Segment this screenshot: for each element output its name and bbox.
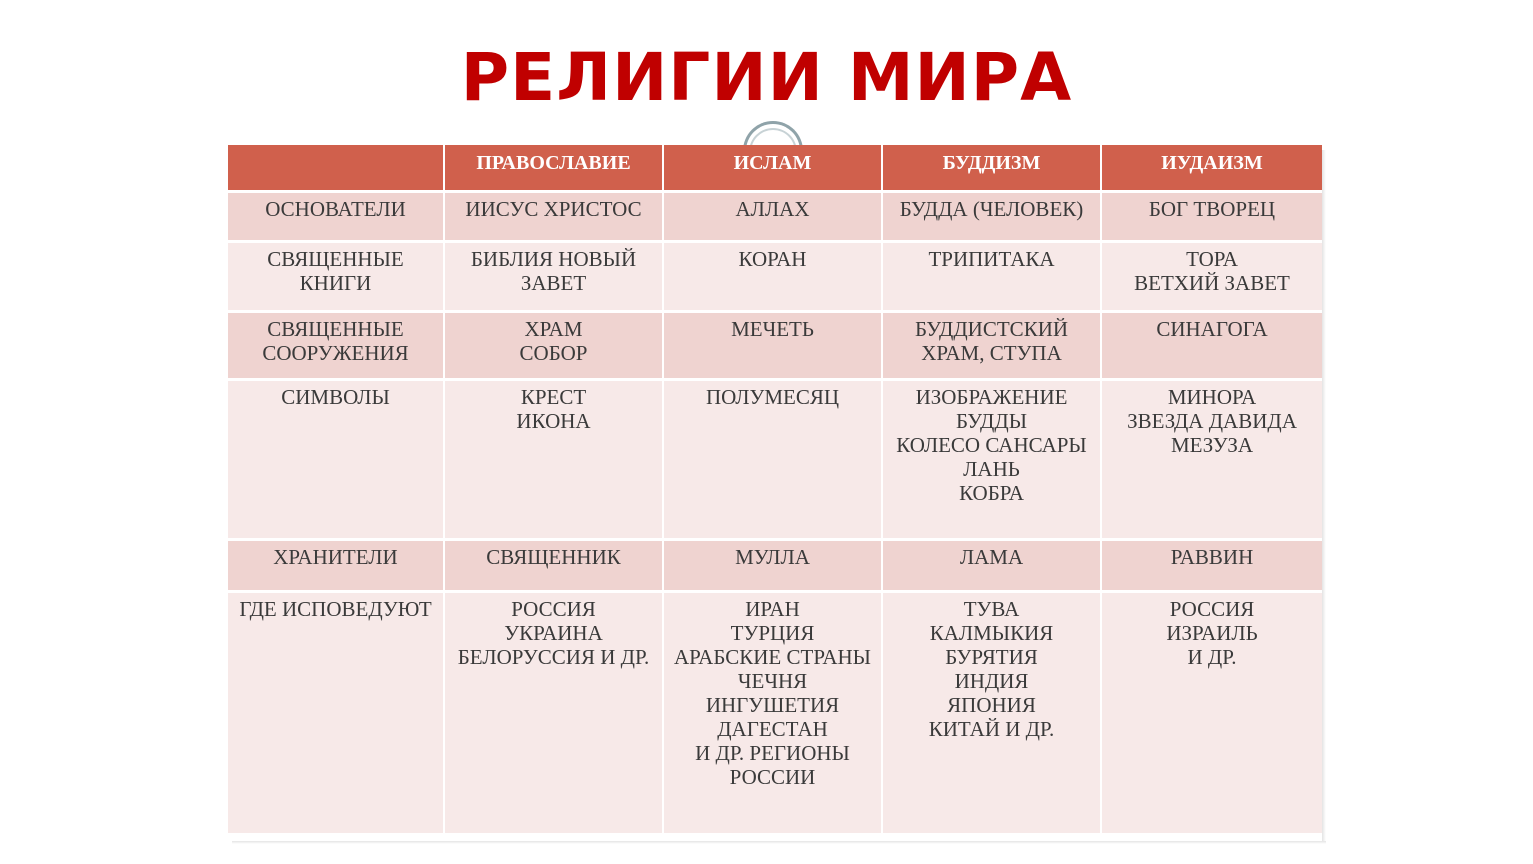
row-label-where-practiced: ГДЕ ИСПОВЕДУЮТ xyxy=(228,593,445,836)
table-cell: РАВВИН xyxy=(1102,541,1322,593)
row-label-founders: ОСНОВАТЕЛИ xyxy=(228,193,445,243)
table-cell: БУДДА (ЧЕЛОВЕК) xyxy=(883,193,1102,243)
table-cell: РОССИЯ ИЗРАИЛЬ И ДР. xyxy=(1102,593,1322,836)
table-cell: БОГ ТВОРЕЦ xyxy=(1102,193,1322,243)
table-cell: ХРАМ СОБОР xyxy=(445,313,664,381)
table-cell: КРЕСТ ИКОНА xyxy=(445,381,664,541)
table-cell: МУЛЛА xyxy=(664,541,883,593)
table-cell: ИРАН ТУРЦИЯ АРАБСКИЕ СТРАНЫ ЧЕЧНЯ ИНГУШЕТИЯ ДАГЕСТАН И ДР. РЕГИОНЫ РОССИИ xyxy=(664,593,883,836)
table-cell: БИБЛИЯ НОВЫЙ ЗАВЕТ xyxy=(445,243,664,313)
table-cell: ИЗОБРАЖЕНИЕ БУДДЫ КОЛЕСО САНСАРЫ ЛАНЬ КОБРА xyxy=(883,381,1102,541)
header-cell-empty xyxy=(228,145,445,193)
table-cell: ИИСУС ХРИСТОС xyxy=(445,193,664,243)
table-cell: ТУВА КАЛМЫКИЯ БУРЯТИЯ ИНДИЯ ЯПОНИЯ КИТАЙ И ДР. xyxy=(883,593,1102,836)
table-shadow-right xyxy=(1322,150,1326,842)
header-cell-islam: ИСЛАМ xyxy=(664,145,883,193)
slide-title: РЕЛИГИИ МИРА xyxy=(460,39,1073,116)
header-cell-orthodoxy: ПРАВОСЛАВИЕ xyxy=(445,145,664,193)
row-label-symbols: СИМВОЛЫ xyxy=(228,381,445,541)
table-shadow-bottom xyxy=(232,841,1326,844)
table-cell: РОССИЯ УКРАИНА БЕЛОРУССИЯ И ДР. xyxy=(445,593,664,836)
table-cell: ТОРА ВЕТХИЙ ЗАВЕТ xyxy=(1102,243,1322,313)
table-cell: ПОЛУМЕСЯЦ xyxy=(664,381,883,541)
table-cell: КОРАН xyxy=(664,243,883,313)
table-cell: СВЯЩЕННИК xyxy=(445,541,664,593)
row-label-keepers: ХРАНИТЕЛИ xyxy=(228,541,445,593)
religions-table xyxy=(228,145,1322,841)
table-cell: ТРИПИТАКА xyxy=(883,243,1102,313)
table-cell: МЕЧЕТЬ xyxy=(664,313,883,381)
table-cell: БУДДИСТСКИЙ ХРАМ, СТУПА xyxy=(883,313,1102,381)
header-cell-buddhism: БУДДИЗМ xyxy=(883,145,1102,193)
row-label-sacred-books: СВЯЩЕННЫЕ КНИГИ xyxy=(228,243,445,313)
row-label-sacred-buildings: СВЯЩЕННЫЕ СООРУЖЕНИЯ xyxy=(228,313,445,381)
table-cell: СИНАГОГА xyxy=(1102,313,1322,381)
table-cell: ЛАМА xyxy=(883,541,1102,593)
header-cell-judaism: ИУДАИЗМ xyxy=(1102,145,1322,193)
table-cell: МИНОРА ЗВЕЗДА ДАВИДА МЕЗУЗА xyxy=(1102,381,1322,541)
table-grid xyxy=(228,145,1322,836)
table-cell: АЛЛАХ xyxy=(664,193,883,243)
